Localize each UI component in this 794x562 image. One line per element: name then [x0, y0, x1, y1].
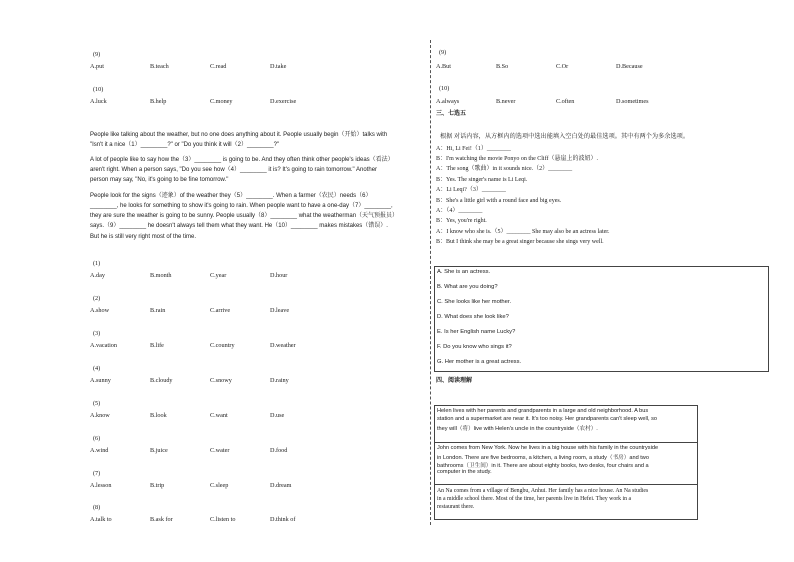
passage-line: ________, he looks for something to show it's going to rain. When people want to have a one-day（7）________, [90, 203, 393, 209]
option-c[interactable]: C.arrive [210, 307, 231, 314]
dialogue-line: B：I'm watching the movie Ponyo on the Cliff（悬崖上的波妞）. [436, 156, 598, 162]
option-d[interactable]: D.dream [270, 482, 292, 489]
option-a[interactable]: A.know [90, 412, 110, 419]
option-d[interactable]: D.Because [616, 63, 643, 70]
dialogue-line: A：Hi, Li Fei!（1）________ [436, 146, 511, 152]
option-c[interactable]: C.Or [556, 63, 569, 70]
question-number: (9) [93, 51, 101, 58]
option-a[interactable]: A.vacation [90, 342, 117, 349]
choice-a[interactable]: A. She is an actress. [437, 269, 491, 275]
dialogue-line: A：（4）________ [436, 208, 483, 214]
reading-line: restaurant there. [437, 504, 475, 510]
option-d[interactable]: D.weather [270, 342, 296, 349]
option-c[interactable]: C.year [210, 272, 227, 279]
choice-d[interactable]: D. What does she look like? [437, 314, 509, 320]
choice-e[interactable]: E. Is her English name Lucky? [437, 329, 516, 335]
option-a[interactable]: A.show [90, 307, 110, 314]
option-a[interactable]: A.lesson [90, 482, 112, 489]
option-b[interactable]: B.life [150, 342, 164, 349]
option-b[interactable]: B.month [150, 272, 172, 279]
question-number: (3) [93, 330, 101, 337]
option-a[interactable]: A.But [436, 63, 451, 70]
choice-b[interactable]: B. What are you doing? [437, 284, 498, 290]
passage-line: A lot of people like to say how the（3）________ is going to be. And they often think other people's ideas（看法） [90, 157, 394, 163]
option-d[interactable]: D.hour [270, 272, 288, 279]
option-d[interactable]: D.rainy [270, 377, 289, 384]
column-divider [430, 40, 431, 525]
choice-f[interactable]: F. Do you know who sings it? [437, 344, 512, 350]
reading-line: Helen lives with her parents and grandparents in a large and old neighborhood. A bus [437, 408, 649, 414]
option-c[interactable]: C.sleep [210, 482, 229, 489]
question-number: (7) [93, 470, 101, 477]
reading-box [434, 405, 698, 520]
option-d[interactable]: D.leave [270, 307, 290, 314]
reading-line: John comes from New York. Now he lives in a big house with his family in the countryside [437, 445, 659, 451]
option-c[interactable]: C.read [210, 63, 227, 70]
option-c[interactable]: C.snowy [210, 377, 232, 384]
dialogue-line: B：She's a little girl with a round face and big eyes. [436, 198, 562, 204]
reading-divider [435, 484, 697, 485]
option-b[interactable]: B.juice [150, 447, 168, 454]
passage-line: aren't right. When a person says, "Do you see how（4）________ it is? It's going to rain tomorrow." Another [90, 167, 378, 173]
dialogue-line: A：Li Leqi?（3）________ [436, 187, 506, 193]
option-b[interactable]: B.trip [150, 482, 165, 489]
option-b[interactable]: B.rain [150, 307, 166, 314]
reading-line: in a middle school there. Most of the time, her parents live in Hefei. They work in a [437, 496, 632, 502]
passage-line: they are sure the weather is going to be sunny. People usually（8）________ what the weatherman（天气预报员） [90, 213, 399, 219]
question-number: (10) [93, 86, 104, 93]
option-d[interactable]: D.take [270, 63, 287, 70]
reading-divider [435, 442, 697, 443]
dialogue-line: B：Yes, you're right. [436, 218, 487, 224]
question-number: (4) [93, 365, 101, 372]
option-d[interactable]: D.think of [270, 516, 296, 523]
option-c[interactable]: C.water [210, 447, 230, 454]
option-d[interactable]: D.use [270, 412, 285, 419]
option-b[interactable]: B.look [150, 412, 167, 419]
option-b[interactable]: B.never [496, 98, 516, 105]
option-a[interactable]: A.luck [90, 98, 107, 105]
section-4-title: 四、阅读理解 [436, 378, 473, 384]
option-c[interactable]: C.often [556, 98, 575, 105]
question-number: (8) [93, 504, 101, 511]
option-b[interactable]: B.teach [150, 63, 169, 70]
option-a[interactable]: A.talk to [90, 516, 112, 523]
dialogue-line: A：I know who she is.（5）________ She may also be an actress later. [436, 229, 610, 235]
option-d[interactable]: D.food [270, 447, 288, 454]
reading-line: in London. There are five bedrooms, a kitchen, a living room, a study（书房）and two [437, 455, 649, 461]
passage-line: "Isn't it a nice（1）________?" or "Do you think it will（2）________?" [90, 142, 280, 148]
option-c[interactable]: C.money [210, 98, 233, 105]
passage-line: People look for the signs（迹象）of the weather they（5）________. When a farmer（农民）needs（6） [90, 193, 372, 199]
option-b[interactable]: B.cloudy [150, 377, 173, 384]
dialogue-line: B：But I think she may be a great singer because she sings very well. [436, 239, 604, 245]
dialogue-line: A：The song（歌曲）in it sounds nice.（2）________ [436, 166, 573, 172]
passage-line: People like talking about the weather, but no one does anything about it. People usually begin（开始）talks with [90, 132, 388, 138]
options-box [434, 266, 769, 372]
section-3-title: 三、七选五 [436, 111, 467, 117]
passage-line: person may say, "No, it's going to be fine tomorrow." [90, 177, 229, 183]
option-b[interactable]: B.ask for [150, 516, 173, 523]
option-c[interactable]: C.country [210, 342, 235, 349]
option-c[interactable]: C.listen to [210, 516, 236, 523]
option-d[interactable]: D.exercise [270, 98, 297, 105]
question-number: (9) [439, 49, 447, 56]
reading-line: An Na comes from a village of Bengbu, Anhui. Her family has a nice house. An Na studies [437, 488, 649, 494]
question-number: (6) [93, 435, 101, 442]
section-3-instruction: 根据 对话内容，从方框内的选项中选出能填入空白处的最佳选项。其中有两个为多余选项。 [440, 133, 690, 140]
option-c[interactable]: C.want [210, 412, 228, 419]
option-b[interactable]: B.help [150, 98, 167, 105]
choice-c[interactable]: C. She looks like her mother. [437, 299, 512, 305]
reading-line: they will（将）live with Helen's uncle in the countryside（农村）. [437, 426, 598, 432]
option-a[interactable]: A.always [436, 98, 460, 105]
option-a[interactable]: A.day [90, 272, 105, 279]
passage-line: But he is still very right most of the time. [90, 234, 197, 240]
reading-line: station and a supermarket are near it. It's too noisy. Her grandparents can't sleep well, so [437, 416, 657, 422]
dialogue-line: B：Yes. The singer's name is Li Leqi. [436, 177, 528, 183]
option-a[interactable]: A.put [90, 63, 104, 70]
passage-line: says.（9）________ he doesn't always tell them what they want. He（10）________ makes mistakes（错误）. [90, 223, 388, 229]
reading-line: computer in the study. [437, 469, 492, 475]
choice-g[interactable]: G. Her mother is a great actress. [437, 359, 522, 365]
option-a[interactable]: A.sunny [90, 377, 111, 384]
option-d[interactable]: D.sometimes [616, 98, 649, 105]
question-number: (1) [93, 260, 101, 267]
question-number: (10) [439, 85, 450, 92]
option-a[interactable]: A.wind [90, 447, 109, 454]
question-number: (5) [93, 400, 101, 407]
option-b[interactable]: B.So [496, 63, 509, 70]
reading-line: bathrooms（卫生间）in it. There are about eighty books, two desks, four chairs and a [437, 463, 649, 469]
question-number: (2) [93, 295, 101, 302]
